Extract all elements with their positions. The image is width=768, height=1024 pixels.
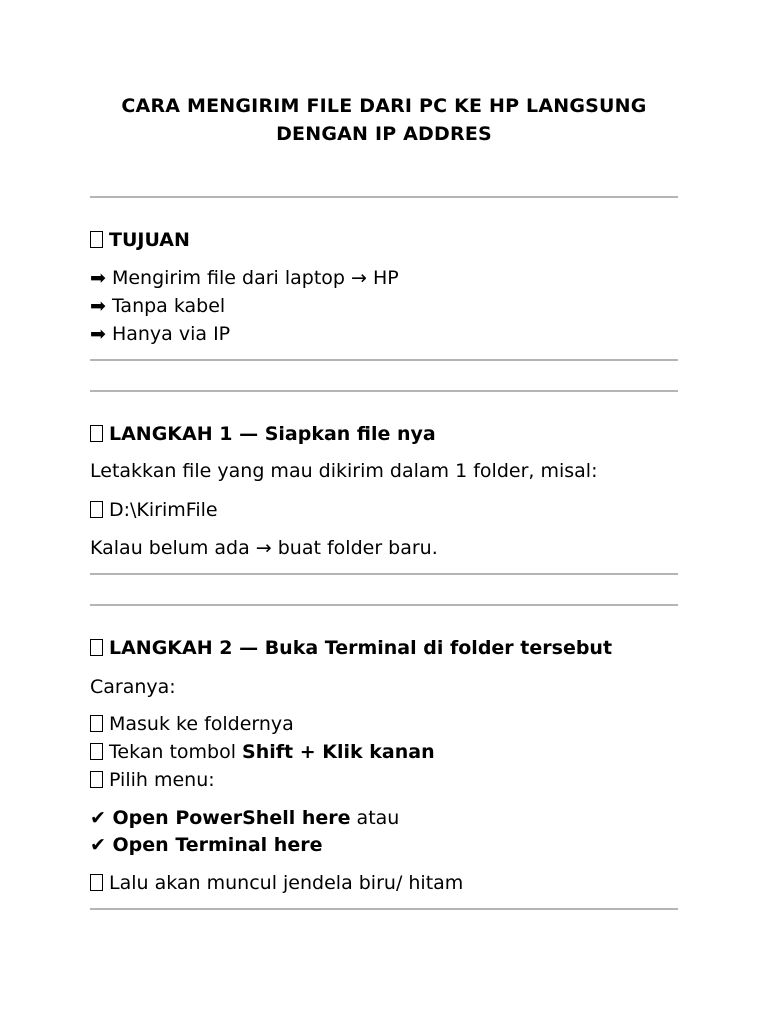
- missing-glyph-icon: [90, 715, 103, 732]
- divider: [90, 604, 678, 606]
- list-item: ➡ Tanpa kabel: [90, 295, 226, 317]
- document-title: [90, 92, 678, 148]
- list-item: ➡ Mengirim file dari laptop → HP: [90, 267, 399, 289]
- list-item: Tekan tombol Shift + Klik kanan: [90, 738, 690, 766]
- paragraph: Lalu akan muncul jendela biru/ hitam: [90, 869, 690, 897]
- paragraph: Letakkan file yang mau dikirim dalam 1 folder, misal:: [90, 460, 598, 482]
- divider: [90, 573, 678, 575]
- list-item: Pilih menu:: [90, 766, 690, 794]
- section-heading-tujuan: TUJUAN: [90, 226, 690, 254]
- missing-glyph-icon: [90, 501, 103, 518]
- missing-glyph-icon: [90, 425, 103, 442]
- menu-option: ✔ Open Terminal here: [90, 834, 323, 856]
- list-item: Masuk ke foldernya: [90, 710, 690, 738]
- paragraph: Caranya:: [90, 676, 176, 698]
- menu-option: ✔ Open PowerShell here atau: [90, 807, 400, 829]
- missing-glyph-icon: [90, 639, 103, 656]
- divider: [90, 390, 678, 392]
- missing-glyph-icon: [90, 743, 103, 760]
- divider: [90, 359, 678, 361]
- list-item: ➡ Hanya via IP: [90, 323, 231, 345]
- section-heading-langkah-2: LANGKAH 2 — Buka Terminal di folder tersebut: [90, 634, 690, 662]
- title-line-1: CARA MENGIRIM FILE DARI PC KE HP LANGSUNG: [121, 95, 647, 117]
- title-line-2: DENGAN IP ADDRES: [276, 123, 492, 145]
- divider: [90, 196, 678, 198]
- section-heading-langkah-1: LANGKAH 1 — Siapkan file nya: [90, 420, 690, 448]
- missing-glyph-icon: [90, 874, 103, 891]
- missing-glyph-icon: [90, 231, 103, 248]
- divider: [90, 908, 678, 910]
- folder-path: D:\KirimFile: [90, 496, 690, 524]
- paragraph: Kalau belum ada → buat folder baru.: [90, 537, 438, 559]
- missing-glyph-icon: [90, 771, 103, 788]
